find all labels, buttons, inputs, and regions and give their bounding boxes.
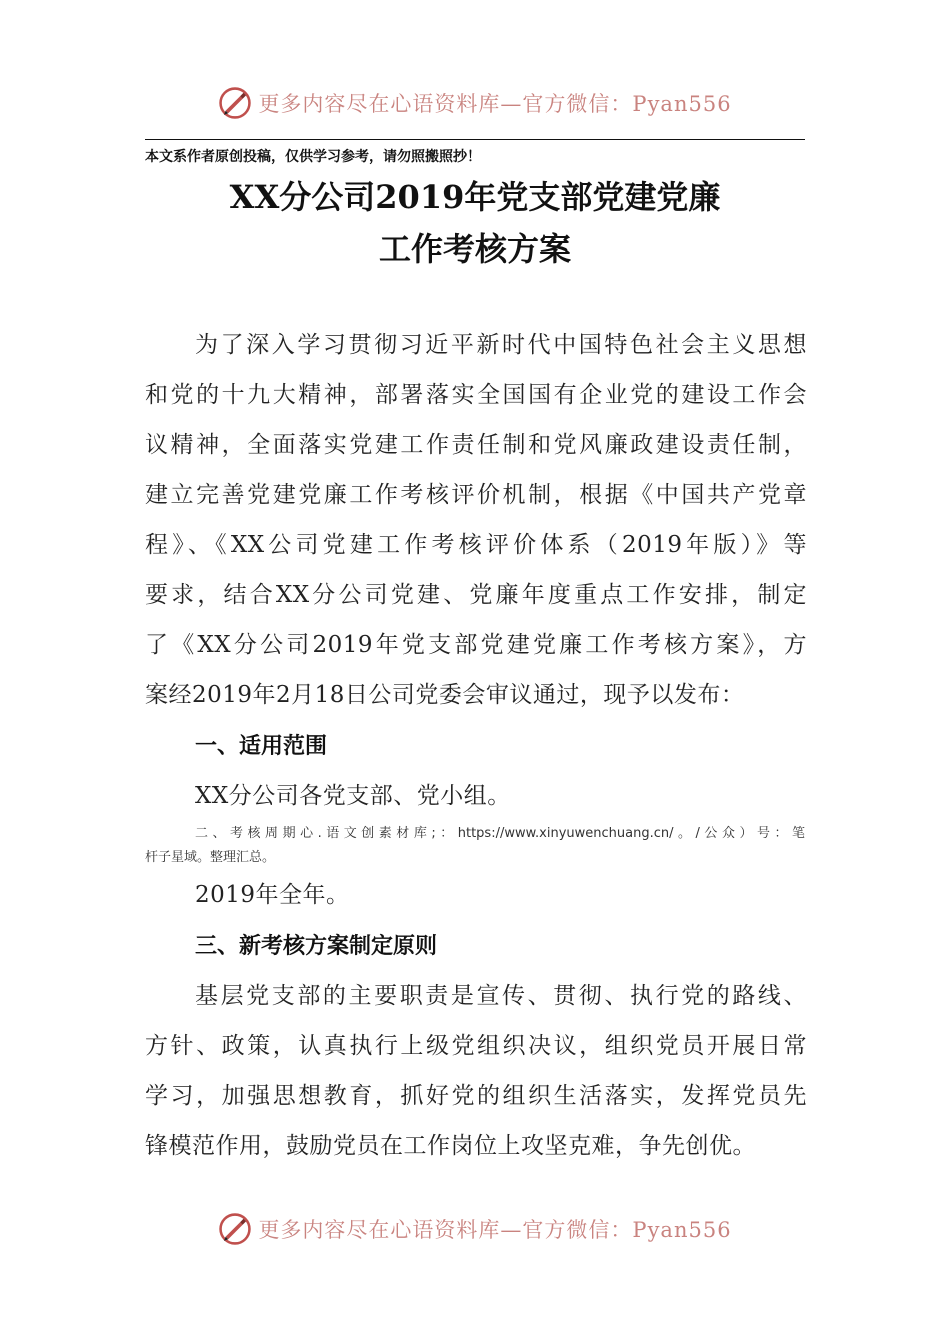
watermark-text: 更多内容尽在心语资料库—官方微信：Pyan556 xyxy=(258,92,732,116)
intro-line: 程》、《XX公司党建工作考核评价体系（2019年版）》等 xyxy=(145,532,807,558)
intro-line: 案经2019年2月18日公司党委会审议通过，现予以发布： xyxy=(145,682,745,708)
document-title-line-2: 工作考核方案 xyxy=(378,230,571,268)
intro-line: 议精神，全面落实党建工作责任制和党风廉政建设责任制， xyxy=(145,432,807,458)
section-heading-principles: 三、新考核方案制定原则 xyxy=(195,934,438,959)
principles-line: 锋模范作用，鼓励党员在工作岗位上攻坚克难，争先创优。 xyxy=(145,1133,756,1159)
principles-line: 方针、政策，认真执行上级党组织决议，组织党员开展日常 xyxy=(145,1033,807,1059)
period-heading-line: 二、考核周期心.语文创素材库;：https://www.xinyuwenchuang.cn/。/公众）号：笔 xyxy=(195,826,805,841)
period-body: 2019年全年。 xyxy=(195,882,350,908)
intro-line: 了《XX分公司2019年党支部党建党廉工作考核方案》，方 xyxy=(145,632,807,658)
copyright-notice: 本文系作者原创投稿，仅供学习参考，请勿照搬照抄！ xyxy=(145,149,481,165)
intro-line: 为了深入学习贯彻习近平新时代中国特色社会主义思想 xyxy=(195,332,807,358)
watermark-text: 更多内容尽在心语资料库—官方微信：Pyan556 xyxy=(258,1218,732,1242)
pen-logo-icon xyxy=(218,1212,252,1246)
watermark-banner-top xyxy=(0,78,950,128)
intro-line: 建立完善党建党廉工作考核评价机制，根据《中国共产党章 xyxy=(145,482,807,508)
intro-line: 和党的十九大精神，部署落实全国国有企业党的建设工作会 xyxy=(145,382,807,408)
principles-line: 学习，加强思想教育，抓好党的组织生活落实，发挥党员先 xyxy=(145,1083,807,1109)
document-title-line-1: XX分公司2019年党支部党建党廉 xyxy=(229,178,721,216)
pen-logo-icon xyxy=(218,86,252,120)
period-heading-line: 杆子星域。整理汇总。 xyxy=(145,850,276,865)
header-rule xyxy=(145,139,805,140)
section-heading-scope: 一、适用范围 xyxy=(195,734,328,759)
principles-line: 基层党支部的主要职责是宣传、贯彻、执行党的路线、 xyxy=(195,983,807,1009)
scope-body: XX分公司各党支部、党小组。 xyxy=(195,783,511,809)
intro-line: 要求，结合XX分公司党建、党廉年度重点工作安排，制定 xyxy=(145,582,807,608)
watermark-banner-bottom xyxy=(0,1204,950,1254)
